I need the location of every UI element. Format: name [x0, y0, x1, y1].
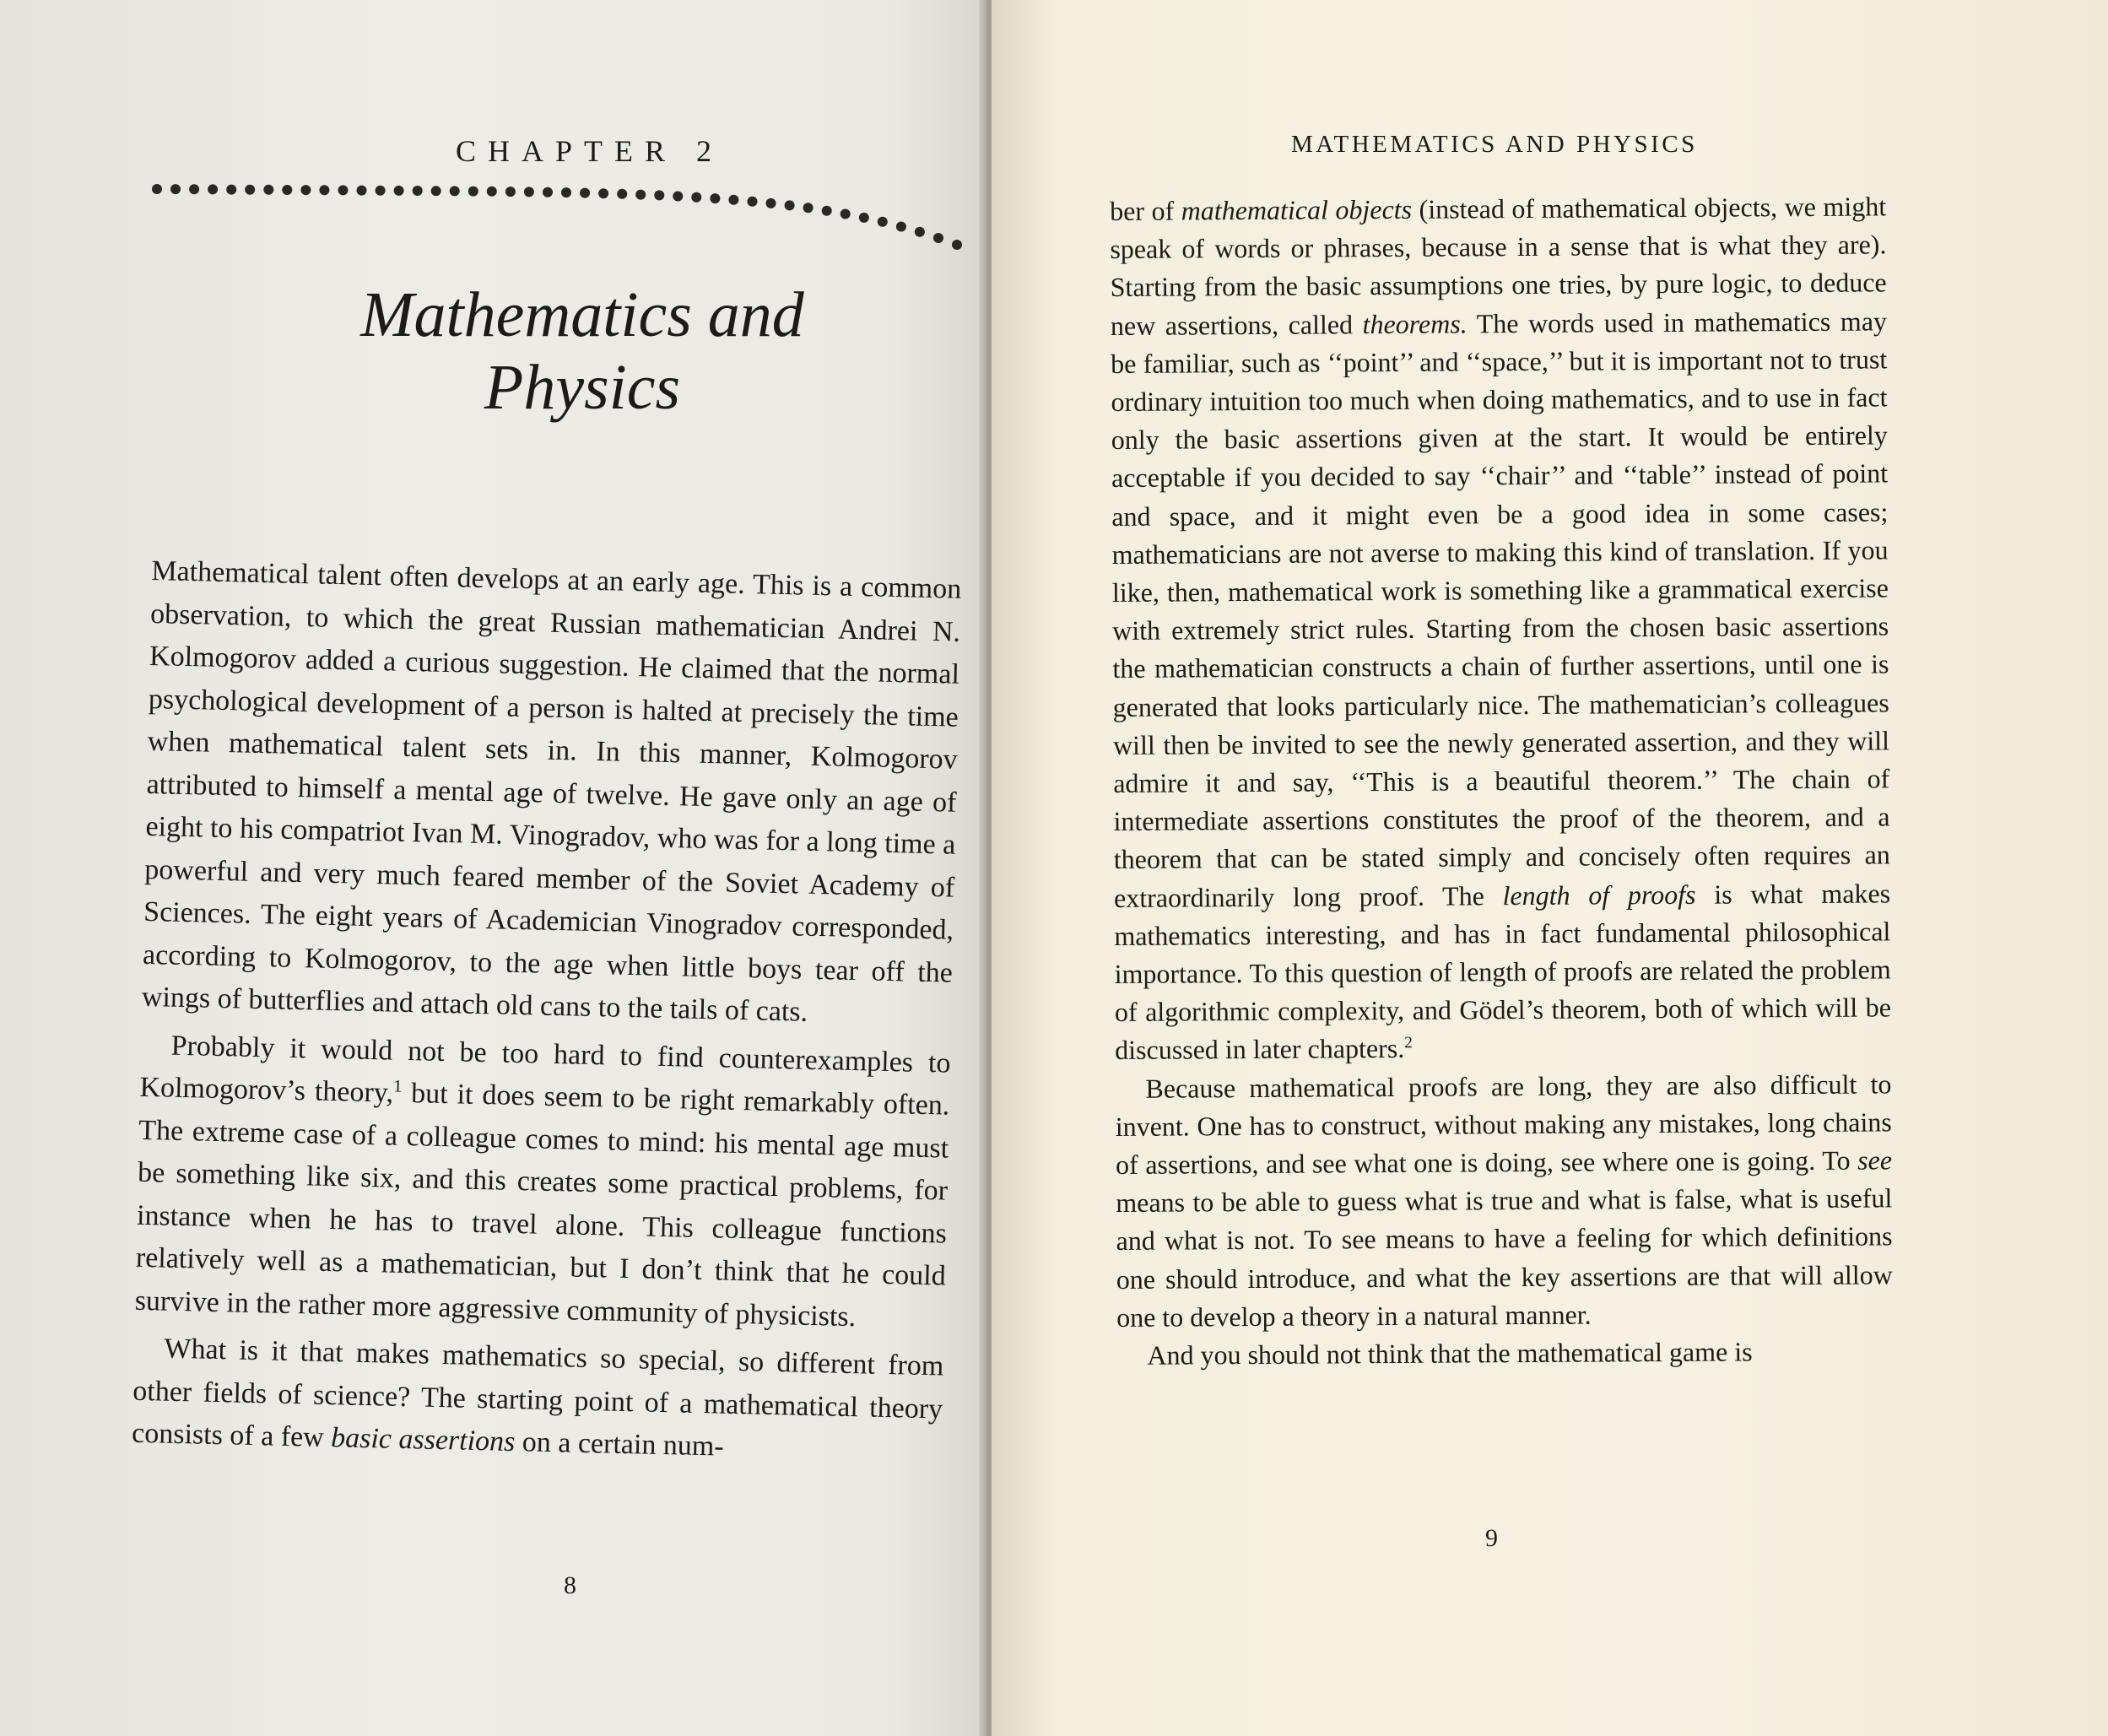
rule-dot: [580, 188, 590, 198]
rule-dot: [338, 185, 349, 195]
footnote-marker: 2: [1404, 1034, 1413, 1052]
rule-dot: [915, 227, 925, 237]
rule-dot: [505, 187, 516, 197]
rule-dot: [189, 184, 199, 194]
rule-dot: [245, 185, 255, 195]
rule-dot: [710, 193, 720, 203]
rule-dot: [300, 185, 311, 195]
chapter-title: [278, 279, 886, 424]
right-page: [992, 0, 2108, 1736]
rule-dot: [598, 188, 608, 198]
rule-dot: [673, 192, 683, 202]
right-body-text: [1110, 187, 1894, 1375]
rule-dot: [561, 187, 571, 197]
rule-dot: [654, 190, 664, 200]
page-number: 8: [564, 1571, 576, 1599]
paragraph: Mathematical talent often develops at an early age. This is a common observation, to which the great Russian mathematician Andrei N. Kolmogorov added a curious suggestion. He claimed that the normal psychological development of a person is halted at precisely the time when mathematical talent sets in. In this manner, Kolmogorov attributed to himself a mental age of twelve. He gave only an age of eight to his compatriot Ivan M. Vinogradov, who was for a long time a powerful and very much feared member of the Soviet Academy of Sciences. The eight years of Academician Vinogradov corresponded, according to Kolmogorov, to the age when little boys tear off the wings of butterflies and attach old cans to the tails of cats.: [141, 554, 962, 1028]
emphasis: theorems.: [1362, 308, 1467, 339]
text-run: Because mathematical proofs are long, they are also difficult to invent. One has to construct, without making any mistakes, long chains of assertions, and see what one is doing, see where one is going. To: [1115, 1068, 1892, 1181]
text-run: ber of: [1110, 195, 1181, 226]
emphasis: basic assertions: [330, 1422, 516, 1458]
page-number: 9: [1485, 1524, 1498, 1552]
rule-dot: [319, 185, 329, 195]
footnote-marker: 1: [392, 1077, 403, 1096]
rule-dot: [357, 186, 367, 196]
left-page: [0, 0, 987, 1736]
text-run: is what makes mathematics interesting, and has in fact fundamental philosophical importance. To this question of length of proofs are related the problem of algorithmic complexity, and Gödel’s theorem, both of which will be discussed in later chapters.: [1114, 878, 1892, 1066]
rule-dot: [152, 184, 162, 194]
dotted-rule: [152, 179, 962, 255]
rule-dot: [226, 185, 236, 195]
text-run: means to be able to guess what is true and what is false, what is useful and what is not. To see means to have a feeling for which definitions one should introduce, and what the key assertions are that will allow one to develop a theory in a natural manner.: [1116, 1182, 1893, 1333]
paragraph: [134, 1024, 951, 1340]
chapter-title-line-1: Mathematics and: [360, 279, 804, 350]
rule-dot: [896, 222, 906, 232]
text-run: Probably it would not be too hard to find counterexamples to Kolmogorov’s theory,: [139, 1030, 951, 1109]
rule-dot: [431, 186, 441, 196]
text-run: What is it that makes mathematics so special, so different from other fields of science? The starting point of a mathematical theory consists of a few: [131, 1333, 944, 1454]
rule-dot: [450, 186, 460, 196]
rule-dot: [691, 192, 701, 203]
chapter-title-line-2: Physics: [484, 352, 681, 423]
rule-dot: [822, 206, 832, 216]
paragraph: [1115, 1065, 1893, 1337]
rule-dot: [766, 198, 776, 208]
rule-dot: [413, 186, 423, 196]
rule-dot: [635, 190, 646, 200]
paragraph: [132, 1328, 944, 1474]
text-run: The words used in mathematics may be familiar, such as ‘‘point’’ and ‘‘space,’’ but it is important not to trust ordinary intuition too much when doing mathematics, and to use in fact only the basic assertions given at the start. It would be entirely acceptable if you decided to say ‘‘chair’’ and ‘‘table’’ instead of point and space, and it might even be a good idea in some cases; mathematicians are not averse to making this kind of translation. If you like, then, mathematical work is something like a grammatical exercise with extremely strict rules. Starting from the chosen basic assertions the mathematician constructs a chain of further assertions, until one is generated that looks particularly nice. The mathematician’s colleagues will then be invited to see the newly generated assertion, and they will admire it and say, ‘‘This is a beautiful theorem.’’ The chain of intermediate assertions constitutes the proof of the theorem, and a theorem that can be stated simply and concisely often requires an extraordinarily long proof. The: [1111, 305, 1890, 913]
paragraph: And you should not think that the mathematical game is: [1147, 1336, 1753, 1371]
text-run: but it does seem to be right remarkably often. The extreme case of a colleague comes to mind: his mental age must be something like six, and this creates some practical problems, for instance when he has to travel alone. This colleague functions relatively well as a mathematician, but I don’t think that he could survive in the rather more aggressive community of physicists.: [134, 1077, 950, 1333]
chapter-label: CHAPTER 2: [456, 134, 724, 168]
left-body-text: [132, 550, 962, 1479]
emphasis: length of proofs: [1502, 879, 1696, 911]
rule-dot: [840, 209, 851, 219]
rule-dot: [748, 197, 758, 207]
rule-dot: [785, 200, 795, 210]
rule-dot: [487, 187, 497, 197]
rule-dot: [952, 240, 962, 250]
rule-dot: [208, 184, 218, 194]
rule-dot: [803, 203, 813, 213]
rule-dot: [617, 189, 627, 199]
rule-dot: [524, 187, 534, 197]
rule-dot: [933, 233, 943, 243]
rule-dot: [263, 185, 273, 195]
emphasis: see: [1857, 1144, 1893, 1176]
rule-dot: [543, 187, 553, 197]
emphasis: mathematical objects: [1181, 193, 1413, 226]
rule-dot: [282, 185, 292, 195]
rule-dot: [376, 186, 386, 196]
rule-dot: [394, 186, 404, 196]
rule-dot: [468, 187, 478, 197]
running-head: MATHEMATICS AND PHYSICS: [1291, 131, 1698, 158]
text-run: (instead of mathematical objects, we might speak of words or phrases, because in a sense that is what they are). Starting from the basic assumptions one tries, by pure logic, to deduce new assertions, called: [1110, 191, 1887, 341]
rule-dot: [728, 195, 738, 205]
rule-dot: [170, 184, 181, 194]
rule-dot: [878, 217, 888, 227]
text-run: on a certain num-: [514, 1426, 725, 1463]
paragraph: [1110, 187, 1891, 1069]
rule-dot: [859, 213, 869, 223]
